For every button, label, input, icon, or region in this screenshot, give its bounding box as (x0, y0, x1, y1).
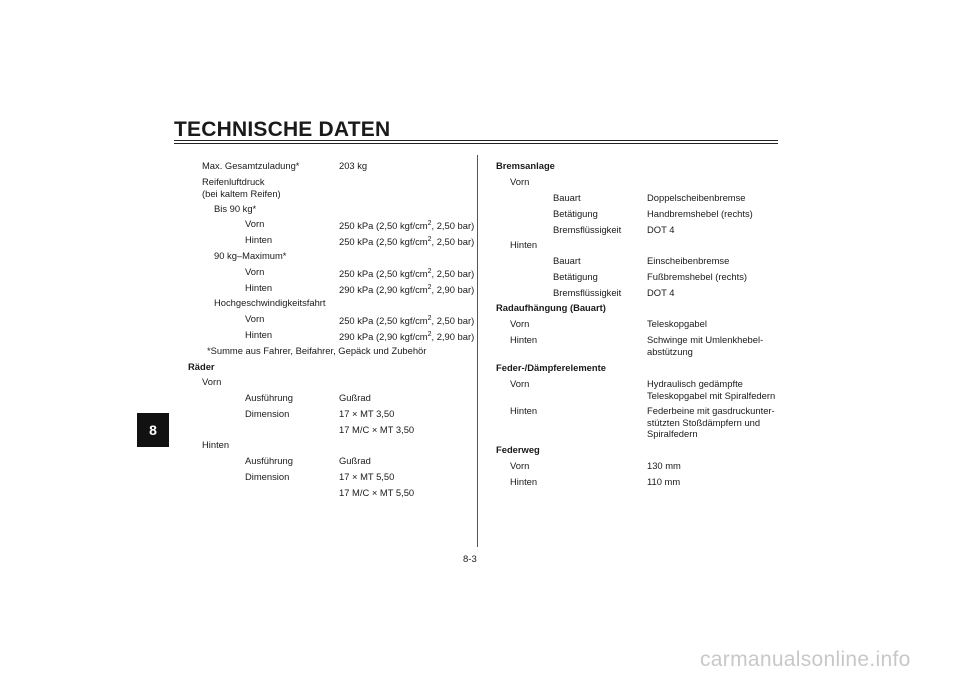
right-label: Radaufhängung (Bauart) (496, 302, 606, 313)
left-label: Dimension (245, 408, 290, 419)
right-value: Einscheibenbremse (647, 255, 730, 266)
right-value: Handbremshebel (rechts) (647, 208, 753, 219)
left-label: Bis 90 kg* (214, 203, 257, 214)
left-value: 17 × MT 3,50 (339, 408, 395, 419)
left-value: 290 kPa (2,90 kgf/$cm^2$, 2,90 bar) (339, 284, 475, 296)
right-label: Bauart (553, 192, 581, 203)
left-value: 17 × MT 5,50 (339, 471, 395, 482)
left-label: Hochgeschwindigkeitsfahrt (214, 297, 326, 308)
page-title: TECHNISCHE DATEN (174, 118, 391, 141)
title-rule-thin (174, 143, 778, 144)
right-label: Hinten (510, 476, 538, 487)
left-label: Hinten (245, 282, 273, 293)
right-value: Doppelscheibenbremse (647, 192, 746, 203)
right-label: Betätigung (553, 208, 598, 219)
right-value: DOT 4 (647, 287, 675, 298)
left-label: Ausführung (245, 455, 293, 466)
left-value: Gußrad (339, 392, 371, 403)
left-value: 203 kg (339, 160, 368, 171)
left-label: Ausführung (245, 392, 293, 403)
right-value: Hydraulisch gedämpfte Teleskopgabel mit Spiralfedern (647, 378, 776, 401)
left-label: Vorn (245, 266, 265, 277)
right-label: Federweg (496, 444, 540, 455)
title-rule (174, 140, 778, 141)
left-label: Vorn (245, 218, 265, 229)
right-label: Vorn (510, 460, 530, 471)
left-value: Gußrad (339, 455, 371, 466)
column-divider (477, 155, 478, 547)
right-label: Feder-/Dämpferelemente (496, 362, 606, 373)
page-number: 8-3 (463, 554, 477, 565)
left-label: Vorn (202, 376, 222, 387)
left-label: Hinten (202, 439, 230, 450)
right-value: DOT 4 (647, 224, 675, 235)
left-label: Max. Gesamtzuladung* (202, 160, 300, 171)
right-label: Hinten (510, 239, 538, 250)
left-label: Räder (188, 361, 215, 372)
right-value: 130 mm (647, 460, 681, 471)
left-value: 250 kPa (2,50 kgf/$cm^2$, 2,50 bar) (339, 268, 475, 280)
left-label: Vorn (245, 313, 265, 324)
left-value: 250 kPa (2,50 kgf/$cm^2$, 2,50 bar) (339, 236, 475, 248)
left-label: *Summe aus Fahrer, Beifahrer, Gepäck und Zubehör (207, 345, 427, 356)
right-value: Fußbremshebel (rechts) (647, 271, 748, 282)
right-value: Federbeine mit gasdruckunter- stützten Stoßdämpfern und Spiralfedern (647, 405, 775, 439)
right-label: Bremsflüssigkeit (553, 224, 622, 235)
left-value: 17 M/C × MT 3,50 (339, 424, 415, 435)
chapter-tab[interactable]: 8 (137, 413, 169, 447)
right-label: Bremsanlage (496, 160, 555, 171)
right-value: Teleskopgabel (647, 318, 707, 329)
right-label: Vorn (510, 318, 530, 329)
left-value: 290 kPa (2,90 kgf/$cm^2$, 2,90 bar) (339, 331, 475, 343)
left-value: 250 kPa (2,50 kgf/$cm^2$, 2,50 bar) (339, 220, 475, 232)
right-label: Bauart (553, 255, 581, 266)
watermark-text: carmanualsonline.info (700, 648, 911, 671)
left-value: 17 M/C × MT 5,50 (339, 487, 415, 498)
right-value: 110 mm (647, 476, 681, 487)
left-value: 250 kPa (2,50 kgf/$cm^2$, 2,50 bar) (339, 315, 475, 327)
right-label: Hinten (510, 334, 538, 345)
right-label: Hinten (510, 405, 538, 416)
left-label: Dimension (245, 471, 290, 482)
left-label: 90 kg–Maximum* (214, 250, 287, 261)
left-label: Hinten (245, 329, 273, 340)
right-label: Vorn (510, 378, 530, 389)
right-label: Betätigung (553, 271, 598, 282)
left-label: Hinten (245, 234, 273, 245)
right-value: Schwinge mit Umlenkhebel- abstützung (647, 334, 764, 357)
left-label: Reifenluftdruck (bei kaltem Reifen) (202, 176, 281, 199)
right-label: Vorn (510, 176, 530, 187)
right-label: Bremsflüssigkeit (553, 287, 622, 298)
